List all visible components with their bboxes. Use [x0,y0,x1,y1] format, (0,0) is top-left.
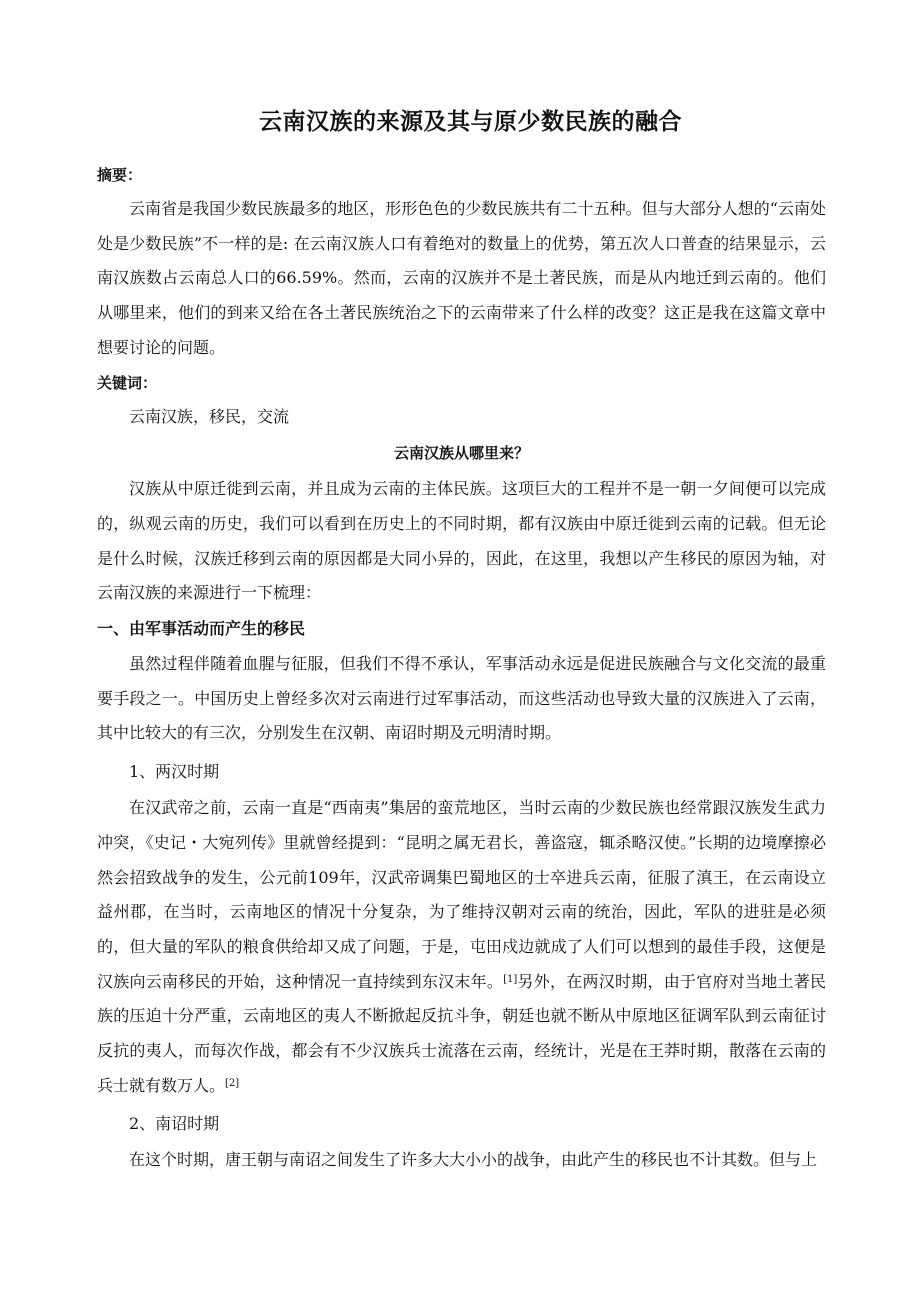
document-page [97,96,826,1178]
military-paragraph: 虽然过程伴随着血腥与征服，但我们不得不承认，军事活动永远是促进民族融合与文化交流的最重要手段之一。中国历史上曾经多次对云南进行过军事活动，而这些活动也导致大量的汉族进入了云南，其中比较大的有三次，分别发生在汉朝、南诏时期及元明清时期。 [97,654,826,743]
nanzhao-paragraph: 在这个时期，唐王朝与南诏之间发生了许多大大小小的战争，由此产生的移民也不计其数。但与上 [129,1150,818,1170]
abstract-label: 摘要： [97,166,143,184]
document-title: 云南汉族的来源及其与原少数民族的融合 [259,108,682,135]
han-paragraph [97,791,826,1103]
footnote-ref-2[interactable]: [2] [225,1077,240,1089]
abstract-paragraph: 云南省是我国少数民族最多的地区，形形色色的少数民族共有二十五种。但与大部分人想的“云南处处是少数民族”不一样的是: 在云南汉族人口有着绝对的数量上的优势，第五次人口普查的结果显示，云南汉族数占云南总人口的66.59%。然而，云南的汉族并不是土著民族，而是从内地迁到云南的。他们从哪里来，他们的到来又给在各土著民族统治之下的云南带来了什么样的改变？这正是我在这篇文章中想要讨论的问题。 [97,199,826,357]
subheading-nanzhao-period: 2、南诏时期 [129,1114,220,1134]
intro-paragraph: 汉族从中原迁徙到云南，并且成为云南的主体民族。这项巨大的工程并不是一朝一夕间便可以完成的，纵观云南的历史，我们可以看到在历史上的不同时期，都有汉族由中原迁徙到云南的记载。但无论是什么时候，汉族迁移到云南的原因都是大同小异的，因此，在这里，我想以产生移民的原因为轴，对云南汉族的来源进行一下梳理： [97,479,826,603]
section-title: 云南汉族从哪里来？ [393,444,529,463]
footnote-ref-1[interactable]: [1] [503,973,518,985]
han-text-part2: 另外，在两汉时期，由于官府对当地土著民族的压迫十分严重，云南地区的夷人不断掀起反抗斗争，朝廷也就不断从中原地区征调军队到云南征讨反抗的夷人，而每次作战，都会有不少汉族兵士流落在云南，经统计，光是在王莽时期，散落在云南的兵士就有数万人。 [97,971,826,1095]
subheading-han-period: 1、两汉时期 [129,762,220,782]
heading-military-migration: 一、由军事活动而产生的移民 [97,619,306,639]
keywords-label: 关键词： [97,373,158,392]
keywords-text: 云南汉族，移民，交流 [129,406,290,426]
han-text-part1: 在汉武帝之前，云南一直是“西南夷”集居的蛮荒地区，当时云南的少数民族也经常跟汉族发生武力冲突，《史记・大宛列传》里就曾经提到：“昆明之属无君长，善盗寇，辄杀略汉使。”长期的边境摩擦必然会招致战争的发生，公元前109年，汉武帝调集巴蜀地区的士卒进兵云南，征服了滇王，在云南设立益州郡，在当时，云南地区的情况十分复杂，为了维持汉朝对云南的统治，因此，军队的进驻是必须的，但大量的军队的粮食供给却又成了问题，于是，屯田戍边就成了人们可以想到的最佳手段，这便是汉族向云南移民的开始，这种情况一直持续到东汉末年。 [97,798,826,991]
